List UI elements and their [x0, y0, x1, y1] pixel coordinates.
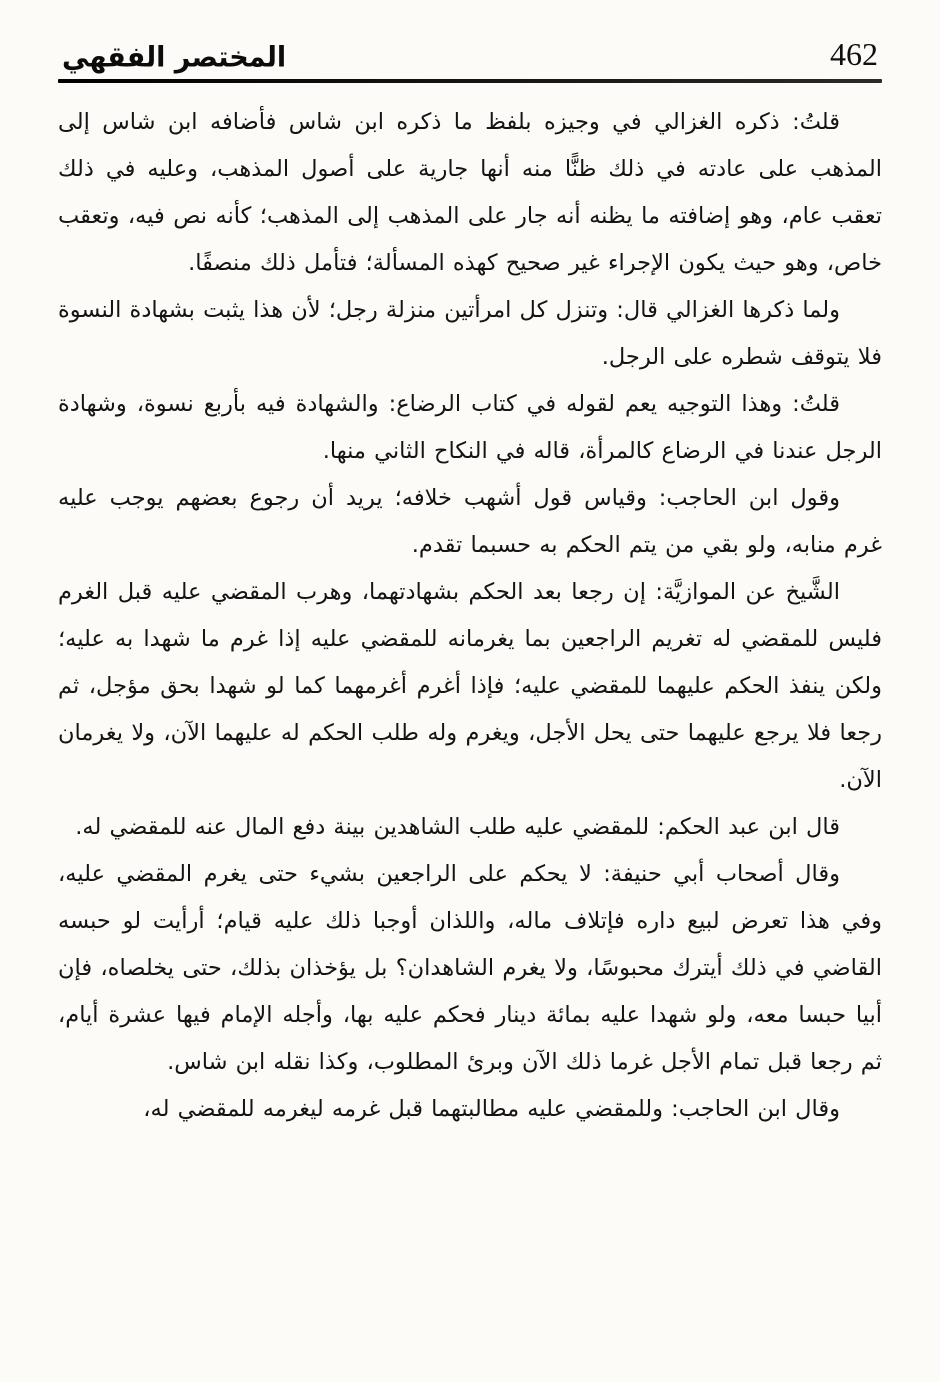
paragraph: قلتُ: وهذا التوجيه يعم لقوله في كتاب الرضاع: والشهادة فيه بأربع نسوة، وشهادة الرجل عندنا في الرضاع كالمرأة، قاله في النكاح الثاني منها. [58, 391, 882, 464]
page-header [58, 36, 882, 79]
paragraph: قلتُ: ذكره الغزالي في وجيزه بلفظ ما ذكره ابن شاس فأضافه ابن شاس إلى المذهب على عادته في ذلك ظنًّا منه أنها جارية على أصول المذهب، وعليه في ذلك تعقب عام، وهو إضافته ما يظنه أنه جار على المذهب إلى المذهب؛ كأنه نص فيه، وتعقب خاص، وهو حيث يكون الإجراء غير صحيح كهذه المسألة؛ فتأمل ذلك منصفًا. [58, 109, 882, 276]
paragraph: ولما ذكرها الغزالي قال: وتنزل كل امرأتين منزلة رجل؛ لأن هذا يثبت بشهادة النسوة فلا يتوقف شطره على الرجل. [58, 297, 882, 370]
header-rule [58, 79, 882, 83]
paragraph: قال ابن عبد الحكم: للمقضي عليه طلب الشاهدين بينة دفع المال عنه للمقضي له. [75, 814, 840, 840]
paragraph: الشَّيخ عن الموازيَّة: إن رجعا بعد الحكم بشهادتهما، وهرب المقضي عليه قبل الغرم فليس للمقضي له تغريم الراجعين بما يغرمانه للمقضي عليه إذا غرم ما شهدا به عليه؛ ولكن ينفذ الحكم عليهما للمقضي عليه؛ فإذا أغرم أغرمهما كما لو شهدا بحق مؤجل، ثم رجعا فلا يرجع عليهما حتى يحل الأجل، ويغرم وله طلب الحكم له عليهما الآن، ولا يغرمان الآن. [58, 579, 882, 793]
paragraph: وقول ابن الحاجب: وقياس قول أشهب خلافه؛ يريد أن رجوع بعضهم يوجب عليه غرم منابه، ولو بقي من يتم الحكم به حسبما تقدم. [58, 485, 882, 558]
page-body [58, 99, 882, 1133]
page-number: 462 [830, 36, 878, 72]
book-title: المختصر الفقهي [62, 41, 287, 74]
paragraph: وقال أصحاب أبي حنيفة: لا يحكم على الراجعين بشيء حتى يغرم المقضي عليه، وفي هذا تعرض لبيع داره فإتلاف ماله، واللذان أوجبا ذلك عليه قيام؛ أرأيت لو حبسه القاضي في ذلك أيترك محبوسًا، ولا يغرم الشاهدان؟ بل يؤخذان بذلك، حتى يخلصاه، فإن أبيا حبسا معه، ولو شهدا عليه بمائة دينار فحكم عليه بها، وأجله الإمام فيها عشرة أيام، ثم رجعا قبل تمام الأجل غرما ذلك الآن وبرئ المطلوب، وكذا نقله ابن شاس. [58, 861, 882, 1075]
paragraph: وقال ابن الحاجب: وللمقضي عليه مطالبتهما قبل غرمه ليغرمه للمقضي له، [143, 1096, 840, 1122]
